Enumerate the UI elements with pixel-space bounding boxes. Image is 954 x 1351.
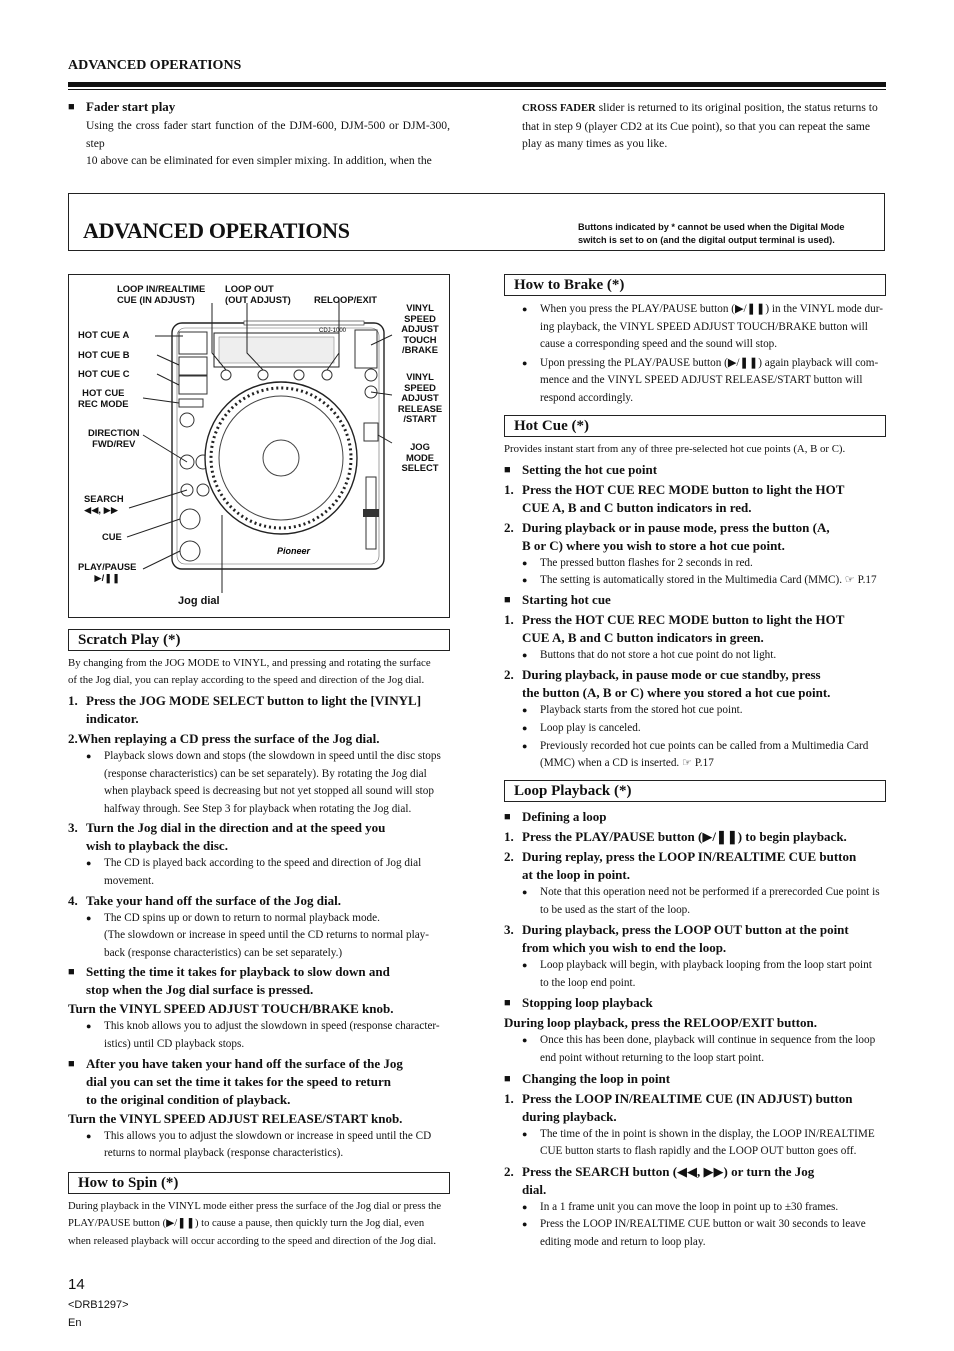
loop-bullet-5: ● The time of the in point is shown in the display, the LOOP IN/REALTIME CUE button starts to flash rapidly and the LOOP OUT button goes off. <box>522 1127 875 1158</box>
hotcue-bullet-2b: ● The setting is automatically stored in the Multimedia Card (MMC). ☞ P.17 <box>522 574 877 587</box>
hotcue-bullet-2a: ● The pressed button flashes for 2 seconds in red. <box>522 556 753 569</box>
header-rule-thick <box>68 82 886 87</box>
scratch-intro: By changing from the JOG MODE to VINYL, and pressing and rotating the surface of the Jog dial, you can replay according to the speed and direction of the Jog dial. <box>68 657 431 686</box>
scratch-section <box>68 655 450 1163</box>
label-reloop: RELOOP/EXIT <box>314 294 378 305</box>
label-search: SEARCH ◀◀, ▶▶ <box>84 493 124 515</box>
scratch-turn-1: Turn the VINYL SPEED ADJUST TOUCH/BRAKE knob. <box>68 1001 394 1017</box>
scratch-turn-2: Turn the VINYL SPEED ADJUST RELEASE/START knob. <box>68 1110 403 1126</box>
hotcue-bullet-4c: ● Previously recorded hot cue points can be called from a Multimedia Card (MMC) when a CD is inserted. ☞ P.17 <box>522 739 869 770</box>
scratch-heading: Scratch Play (*) <box>68 629 450 651</box>
loop-stopping-heading: ■ Stopping loop playback <box>504 995 653 1011</box>
hotcue-step-1: 1. Press the HOT CUE REC MODE button to light the HOT CUE A, B and C button indicators in red. <box>504 481 845 515</box>
scratch-step-3: 3. Turn the Jog dial in the direction and at the speed you wish to playback the disc. <box>68 820 386 854</box>
scratch-setting-1: ■ Setting the time it takes for playback to slow down and stop when the Jog dial surface is pressed. <box>68 964 390 998</box>
scratch-step-1: 1. Press the JOG MODE SELECT button to light the [VINYL] indicator. <box>68 693 422 726</box>
scratch-bullet-q1: ● This knob allows you to adjust the slowdown in speed (response character- istics) until CD playback stops. <box>86 1020 440 1050</box>
hotcue-step-3: 1. Press the HOT CUE REC MODE button to light the HOT CUE A, B and C button indicators in green. <box>504 611 845 645</box>
label-direction: DIRECTION FWD/REV <box>88 427 140 449</box>
hotcue-bullet-3: ● Buttons that do not store a hot cue point do not light. <box>522 648 777 661</box>
loop-bullet-4: ● Once this has been done, playback will continue in sequence from the loop end point without returning to the loop start point. <box>522 1034 876 1064</box>
label-hot-cue-c: HOT CUE C <box>78 368 130 379</box>
hotcue-bullet-4a: ● Playback starts from the stored hot cue point. <box>522 704 743 717</box>
hotcue-step-4: 2. During playback, in pause mode or cue standby, press the button (A, B or C) where you stored a hot cue point. <box>504 667 831 701</box>
brake-bullet-1: ● When you press the PLAY/PAUSE button (▶/❚❚) in the VINYL mode dur- ing playback, the VINYL SPEED ADJUST TOUCH/BRAKE button will cause a corresponding speed and the sound will stop. <box>522 303 883 351</box>
loop-defining-heading: ■ Defining a loop <box>504 809 607 824</box>
loop-bullet-6b: ● Press the LOOP IN/REALTIME CUE button or wait 30 seconds to leave editing mode and return to loop play. <box>522 1218 866 1248</box>
model-label: CDJ-1000 <box>319 328 347 334</box>
loop-stopping-text: During loop playback, press the RELOOP/EXIT button. <box>504 1015 818 1031</box>
scratch-bullet-4: ● The CD spins up or down to return to normal playback mode. (The slowdown or increase in speed until the CD returns to normal play- back (response characteristics) can be set separately.) <box>86 911 429 959</box>
doc-code: <DRB1297> <box>68 1299 129 1311</box>
loop-bullet-3: ● Loop playback will begin, with playback looping from the loop start point to the loop end point. <box>522 959 872 989</box>
loop-bullet-2: ● Note that this operation need not be performed if a prerecorded Cue point is to be used as the start of the loop. <box>522 886 880 916</box>
brake-heading: How to Brake (*) <box>504 274 886 296</box>
hotcue-bullet-4b: ● Loop play is canceled. <box>522 721 641 734</box>
scratch-bullet-q2: ● This allows you to adjust the slowdown or increase in speed until the CD returns to normal playback (response characteristics). <box>86 1129 432 1160</box>
loop-section <box>504 808 886 1252</box>
running-header: ADVANCED OPERATIONS <box>68 58 242 73</box>
label-vinyl-touch: VINYL SPEED ADJUST TOUCH /BRAKE <box>401 302 439 355</box>
cdj-figure <box>68 274 450 618</box>
label-jog-dial: Jog dial <box>178 595 220 607</box>
loop-bullet-6a: ● In a 1 frame unit you can move the loop in point up to ±30 frames. <box>522 1200 839 1213</box>
pioneer-logo: Pioneer <box>277 546 311 556</box>
label-loop-out: LOOP OUT (OUT ADJUST) <box>225 283 291 305</box>
banner-note: Buttons indicated by * cannot be used when the Digital Mode switch is set to on (and the digital output terminal is used). <box>578 222 845 245</box>
fader-text-right: CROSS FADER slider is returned to its original position, the status returns to that in step 9 (player CD2 at its Cue point), so that you can repeat the same play as many times as you like. <box>522 101 878 151</box>
language-code: En <box>68 1317 82 1329</box>
label-hot-cue-rec: HOT CUE REC MODE <box>78 387 129 409</box>
fader-start-heading: ■ Fader start play <box>68 99 176 114</box>
loop-changing-heading: ■ Changing the loop in point <box>504 1070 671 1086</box>
label-loop-in: LOOP IN/REALTIME CUE (IN ADJUST) <box>117 283 206 305</box>
label-hot-cue-b: HOT CUE B <box>78 349 130 360</box>
spin-text: During playback in the VINYL mode either press the surface of the Jog dial or press the PLAY/PAUSE button (▶/❚❚) to cause a pause, then quickly turn the Jog dial, even when released playback will occur according to the speed and direction of the Jog dial. <box>68 1201 442 1247</box>
hotcue-step-2: 2. During playback or in pause mode, press the button (A, B or C) where you wish to store a hot cue point. <box>504 519 830 553</box>
label-hot-cue-a: HOT CUE A <box>78 329 130 340</box>
label-vinyl-release: VINYL SPEED ADJUST RELEASE /START <box>397 371 443 424</box>
hotcue-heading: Hot Cue (*) <box>504 415 886 437</box>
scratch-bullet-2: ● Playback slows down and stops (the slowdown in speed until the disc stops (response characteristics) can be set separately). By rotating the Jog dial when playback speed is decreasing but not yet stopped all sound will stop halfway through. See Step 3 for playback when rotating the Jog dial. <box>86 750 441 815</box>
loop-step-3: 3. During playback, press the LOOP OUT button at the point from which you wish to end the loop. <box>504 922 849 956</box>
scratch-bullet-3: ● The CD is played back according to the speed and direction of Jog dial movement. <box>86 857 422 887</box>
fader-text-left: Using the cross fader start function of the DJM-600, DJM-500 or DJM-300, step 10 above can be eliminated for even simpler mixing. In addition, when the <box>86 119 450 168</box>
loop-step-4: 1. Press the LOOP IN/REALTIME CUE (IN ADJUST) button during playback. <box>504 1090 853 1124</box>
loop-heading: Loop Playback (*) <box>504 780 886 802</box>
brake-section <box>504 301 886 408</box>
section-banner <box>68 193 885 251</box>
label-cue: CUE <box>102 531 122 542</box>
loop-step-5: 2. Press the SEARCH button (◀◀, ▶▶) or turn the Jog dial. <box>504 1163 815 1197</box>
loop-step-1: 1. Press the PLAY/PAUSE button (▶/❚❚) to begin playback. <box>504 829 847 844</box>
hotcue-section <box>504 441 886 773</box>
loop-step-2: 2. During replay, press the LOOP IN/REALTIME CUE button at the loop in point. <box>504 849 857 882</box>
label-play-pause: PLAY/PAUSE ▶/❚❚ <box>78 561 137 583</box>
scratch-setting-2: ■ After you have taken your hand off the surface of the Jog dial you can set the time it takes for the speed to return to the original condition of playback. <box>68 1055 403 1107</box>
header-rule-thin <box>68 89 886 90</box>
scratch-step-4: 4. Take your hand off the surface of the Jog dial. <box>68 892 341 908</box>
hotcue-starting-heading: ■ Starting hot cue <box>504 591 611 607</box>
hotcue-intro: Provides instant start from any of three pre-selected hot cue points (A, B or C). <box>504 443 846 455</box>
spin-heading: How to Spin (*) <box>68 1172 450 1194</box>
banner-title: ADVANCED OPERATIONS <box>83 218 350 243</box>
page-number: 14 <box>68 1276 85 1293</box>
label-jog-mode: JOG MODE SELECT <box>401 441 439 473</box>
brake-bullet-2: ● Upon pressing the PLAY/PAUSE button (▶/❚❚) again playback will com- mence and the VINYL SPEED ADJUST RELEASE/START button will respond accordingly. <box>522 356 879 404</box>
scratch-step-2: 2.When replaying a CD press the surface of the Jog dial. <box>68 731 380 746</box>
hotcue-setting-heading: ■ Setting the hot cue point <box>504 461 658 477</box>
